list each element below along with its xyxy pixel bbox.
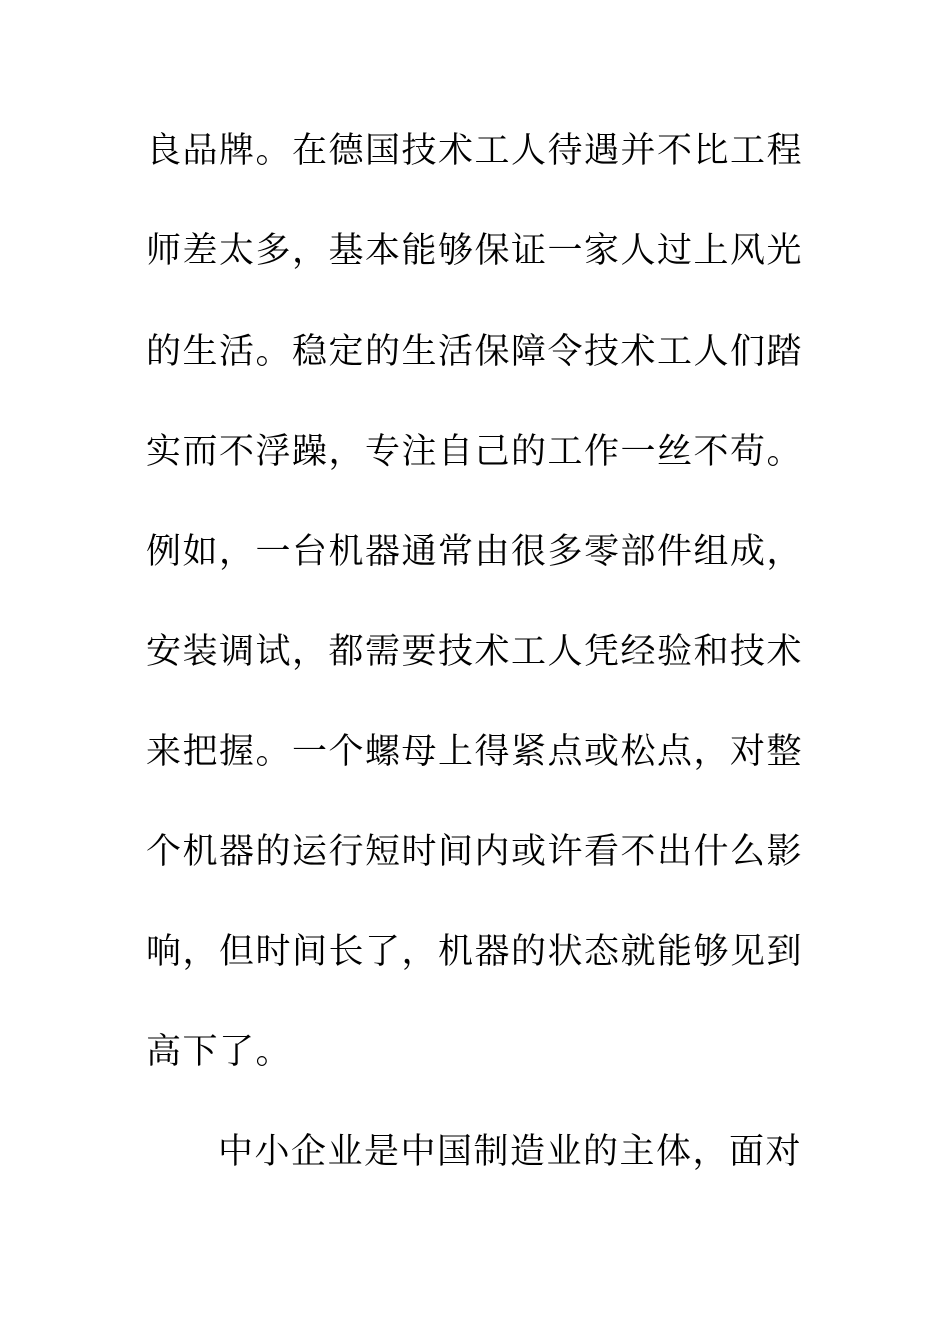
text-line-4: 实而不浮躁，专注自己的工作一丝不苟。 (146, 432, 804, 472)
text-line-2: 师差太多，基本能够保证一家人过上风光 (146, 231, 804, 271)
text-line-7: 来把握。一个螺母上得紧点或松点，对整 (146, 732, 804, 772)
text-line-10: 高下了。 (146, 1032, 293, 1072)
text-line-5: 例如，一台机器通常由很多零部件组成， (146, 532, 804, 572)
text-line-9: 响，但时间长了，机器的状态就能够见到 (146, 932, 804, 972)
text-line-1: 良品牌。在德国技术工人待遇并不比工程 (146, 131, 804, 171)
text-line-8: 个机器的运行短时间内或许看不出什么影 (146, 832, 804, 872)
text-line-6: 安装调试，都需要技术工人凭经验和技术 (146, 632, 804, 672)
paragraph-start-line: 中小企业是中国制造业的主体，面对 (218, 1132, 803, 1172)
text-line-3: 的生活。稳定的生活保障令技术工人们踏 (146, 332, 804, 372)
